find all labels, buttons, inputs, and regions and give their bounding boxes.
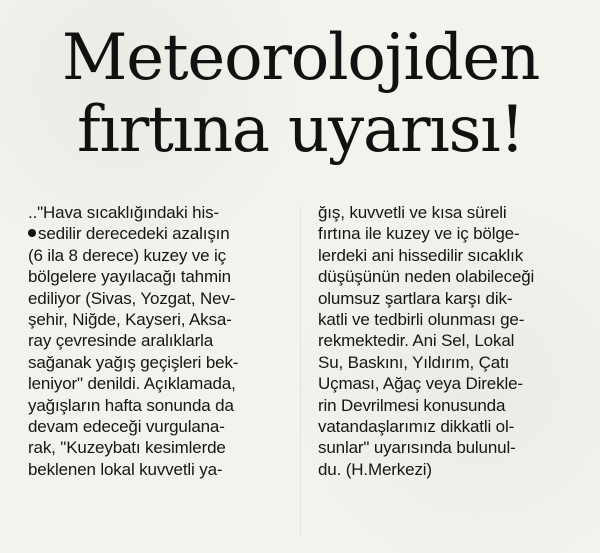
- article-line: bölgelere yayılacağı tahmin: [28, 267, 231, 287]
- article-line: yağışların hafta sonunda da: [28, 395, 234, 415]
- article-line: vatandaşlarımız dikkatli ol-: [318, 416, 515, 436]
- article-line: sunlar" uyarısında bulunul-: [318, 438, 516, 458]
- article-line: ğış, kuvvetli ve kısa süreli: [318, 203, 507, 222]
- article-right-column: [318, 202, 570, 480]
- article-line: Uçması, Ağaç veya Direkle-: [318, 374, 523, 394]
- article-line: katli ve tedbirli olunması ge-: [318, 309, 525, 329]
- article-line: beklenen lokal kuvvetli ya-: [28, 459, 223, 479]
- article-line-with-bullet: [28, 223, 294, 244]
- article-line: rin Devrilmesi konusunda: [318, 395, 506, 415]
- article-line: rekmektedir. Ani Sel, Lokal: [318, 331, 515, 351]
- headline-line-2: fırtına uyarısı!: [76, 93, 525, 167]
- article-line: düşüşünün neden olabileceği: [318, 267, 535, 287]
- article-line: şehir, Niğde, Kayseri, Aksa-: [28, 309, 232, 329]
- headline: [18, 22, 583, 166]
- article-line: Su, Baskını, Yıldırım, Çatı: [318, 352, 510, 372]
- article-line: lerdeki ani hissedilir sıcaklık: [318, 245, 524, 265]
- article-line: (6 ila 8 derece) kuzey ve iç: [28, 245, 226, 265]
- headline-line-1: Meteorolojiden: [61, 21, 540, 95]
- article-line: rak, "Kuzeybatı kesimlerde: [28, 438, 226, 458]
- article-line: ray çevresinde aralıklarla: [28, 331, 214, 351]
- article-line: .."Hava sıcaklığındaki his-: [28, 203, 219, 222]
- column-divider: [300, 206, 301, 536]
- article-line: fırtına ile kuzey ve iç bölge-: [318, 224, 520, 244]
- article-line: ediliyor (Sivas, Yozgat, Nev-: [28, 288, 236, 308]
- article-line: du. (H.Merkezi): [318, 459, 432, 479]
- article-line: devam edeceği vurgulana-: [28, 416, 225, 436]
- bullet-icon: [28, 229, 36, 237]
- article-line: leniyor" denildi. Açıklamada,: [28, 374, 236, 394]
- article-line: sağanak yağış geçişleri bek-: [28, 352, 239, 372]
- article-line: olumsuz şartlara karşı dik-: [318, 288, 513, 308]
- article-left-column: [28, 202, 294, 480]
- article-line-text: sedilir derecedeki azalışın: [38, 224, 230, 244]
